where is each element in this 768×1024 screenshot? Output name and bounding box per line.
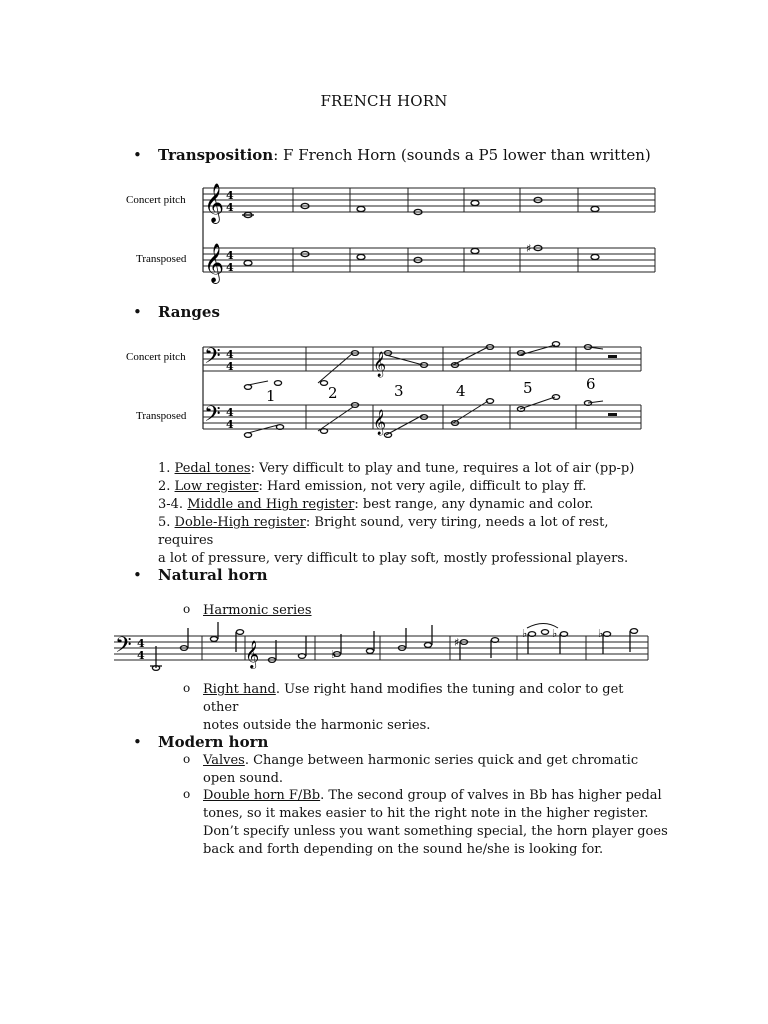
bass-clef-icon: 𝄢 xyxy=(204,402,221,432)
sub-bullet: o xyxy=(183,602,191,616)
double-horn-label: Double horn F/Bb xyxy=(203,788,321,803)
range-item-5: 5. Doble-High register: Bright sound, very tiring, needs a lot of rest, requires xyxy=(158,515,609,548)
harmonic-series-staff xyxy=(112,622,650,680)
rest-icon xyxy=(608,413,617,416)
valves-label: Valves xyxy=(203,753,245,768)
time-sig-top: 4 xyxy=(137,637,145,650)
range-item-1: 1. Pedal tones: Very difficult to play and tune, requires a lot of air (pp-p) xyxy=(158,461,635,476)
svg-text:5: 5 xyxy=(523,379,533,397)
transposed-staff xyxy=(203,405,641,429)
svg-text:♯: ♯ xyxy=(454,636,460,649)
staff-label-concert: Concert pitch xyxy=(126,194,186,206)
sharp-icon: ♯ xyxy=(526,242,532,255)
harmonic-series-label: Harmonic series xyxy=(203,603,312,618)
time-sig-bottom: 4 xyxy=(226,418,234,431)
ranges-heading: Ranges xyxy=(158,303,220,321)
sub-bullet: o xyxy=(183,681,191,695)
svg-text:1: 1 xyxy=(266,387,276,405)
whole-notes xyxy=(242,197,599,265)
sub-bullet: o xyxy=(183,787,191,801)
range-item-3-4: 3-4. Middle and High register: best range, any dynamic and color. xyxy=(158,497,594,512)
time-sig-top: 4 xyxy=(226,189,234,202)
treble-clef-icon: 𝄞 xyxy=(373,352,387,377)
svg-text:♭: ♭ xyxy=(331,648,337,661)
bullet-dot: • xyxy=(133,146,142,164)
time-sig-top: 4 xyxy=(226,406,234,419)
time-sig-bottom: 4 xyxy=(226,201,234,214)
bullet-dot: • xyxy=(133,303,142,321)
staff-label-transposed: Transposed xyxy=(136,410,187,422)
page-title: FRENCH HORN xyxy=(320,92,448,110)
treble-clef-icon: 𝄞 xyxy=(245,640,260,668)
time-sig-top: 4 xyxy=(226,249,234,262)
treble-clef-icon: 𝄞 xyxy=(373,410,387,435)
svg-text:4: 4 xyxy=(456,382,466,400)
bass-clef-icon: 𝄢 xyxy=(204,344,221,374)
valves-paragraph: Valves. Change between harmonic series quick and get chromatic open sound. xyxy=(203,753,639,786)
right-hand-label: Right hand xyxy=(203,682,276,697)
time-sig-bottom: 4 xyxy=(137,649,145,662)
concert-staff xyxy=(203,188,655,212)
sub-bullet: o xyxy=(183,752,191,766)
time-sig-bottom: 4 xyxy=(226,261,234,274)
staff-label-transposed: Transposed xyxy=(136,253,187,265)
svg-text:♭: ♭ xyxy=(552,627,558,640)
staff-label-concert: Concert pitch xyxy=(126,351,186,363)
rest-icon xyxy=(608,355,617,358)
svg-text:3: 3 xyxy=(394,382,404,400)
bass-clef-icon: 𝄢 xyxy=(115,633,132,663)
svg-text:♭: ♭ xyxy=(598,627,604,640)
harmonic-notes xyxy=(150,622,638,670)
svg-text:♭: ♭ xyxy=(522,627,528,640)
svg-text:2: 2 xyxy=(328,384,338,402)
transposed-staff xyxy=(203,248,655,272)
transposition-line xyxy=(158,146,651,164)
bullet-dot: • xyxy=(133,566,142,584)
time-sig-bottom: 4 xyxy=(226,360,234,373)
right-hand-paragraph: Right hand. Use right hand modifies the tuning and color to get other notes outside the harmonic series. xyxy=(203,682,624,733)
svg-text:6: 6 xyxy=(586,375,596,393)
double-horn-paragraph: Double horn F/Bb. The second group of valves in Bb has higher pedal tones, so it makes easier to hit the right note in the higher register. Don’t specify unless you want something special, the horn player goes back and forth depending on the sound he/she is looking for. xyxy=(203,788,668,857)
range-descriptions xyxy=(158,460,638,568)
transposition-heading: Transposition xyxy=(158,146,274,164)
transposition-staff-figure xyxy=(118,178,658,290)
ranges-staff-figure xyxy=(118,335,658,445)
range-item-5-cont: a lot of pressure, very difficult to play soft, mostly professional players. xyxy=(158,551,629,566)
treble-clef-icon: 𝄞 xyxy=(204,243,225,283)
range-item-2: 2. Low register: Hard emission, not very agile, difficult to play ff. xyxy=(158,479,587,494)
natural-horn-heading: Natural horn xyxy=(158,566,268,584)
treble-clef-icon: 𝄞 xyxy=(204,183,225,223)
time-sig-top: 4 xyxy=(226,348,234,361)
transposition-text: : F French Horn (sounds a P5 lower than written) xyxy=(273,146,651,164)
bullet-dot: • xyxy=(133,733,142,751)
modern-horn-heading: Modern horn xyxy=(158,733,269,751)
